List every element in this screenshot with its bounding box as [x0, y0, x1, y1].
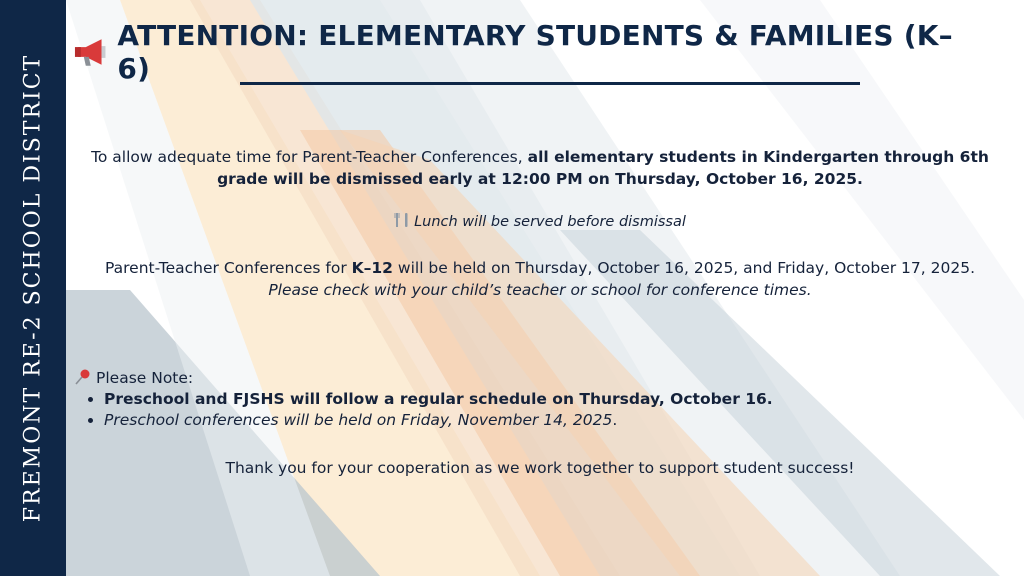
sidebar: [0, 0, 66, 576]
conf-dates: will be held on Thursday, October 16, 2025, and Friday, October 17, 2025.: [392, 259, 975, 277]
note-item-regular-schedule: [104, 389, 974, 410]
conferences-paragraph: [80, 257, 1000, 301]
note-heading: Please Note:: [96, 369, 194, 387]
please-note: [74, 368, 974, 431]
dismissal-paragraph: [80, 146, 1000, 190]
conf-grades: K–12: [351, 259, 393, 277]
note-item-1-text: Preschool and FJSHS will follow a regular schedule on Thursday, October 16.: [104, 390, 773, 408]
megaphone-icon: [72, 36, 109, 68]
fork-knife-icon: [394, 212, 410, 228]
lunch-line: [80, 211, 1000, 233]
district-name: FREMONT RE-2 SCHOOL DISTRICT: [20, 53, 46, 523]
note-item-2-tail: .: [612, 411, 618, 429]
header: [72, 19, 972, 85]
dismissal-intro: To allow adequate time for Parent-Teacher Conferences,: [91, 148, 528, 166]
note-list: [74, 389, 974, 431]
note-item-preschool-conferences: [104, 410, 974, 431]
note-heading-row: [74, 368, 974, 389]
lunch-text: Lunch will be served before dismissal: [414, 214, 686, 230]
conf-check: Please check with your child’s teacher or school for conference times.: [268, 281, 812, 299]
conf-pre: Parent-Teacher Conferences for: [104, 259, 352, 277]
page-title: ATTENTION: ELEMENTARY STUDENTS & FAMILIES (K–6): [117, 19, 953, 85]
closing-line: Thank you for your cooperation as we work together to support student success!: [225, 459, 855, 477]
pushpin-icon: [74, 368, 92, 386]
dismissal-bold: all elementary students in Kindergarten through 6th grade will be dismissed early at 12:00 PM on Thursday, October 16, 2025.: [217, 148, 989, 188]
title-underline: [240, 82, 860, 85]
note-item-2-text: Preschool conferences will be held on Friday, November 14, 2025: [104, 411, 613, 429]
